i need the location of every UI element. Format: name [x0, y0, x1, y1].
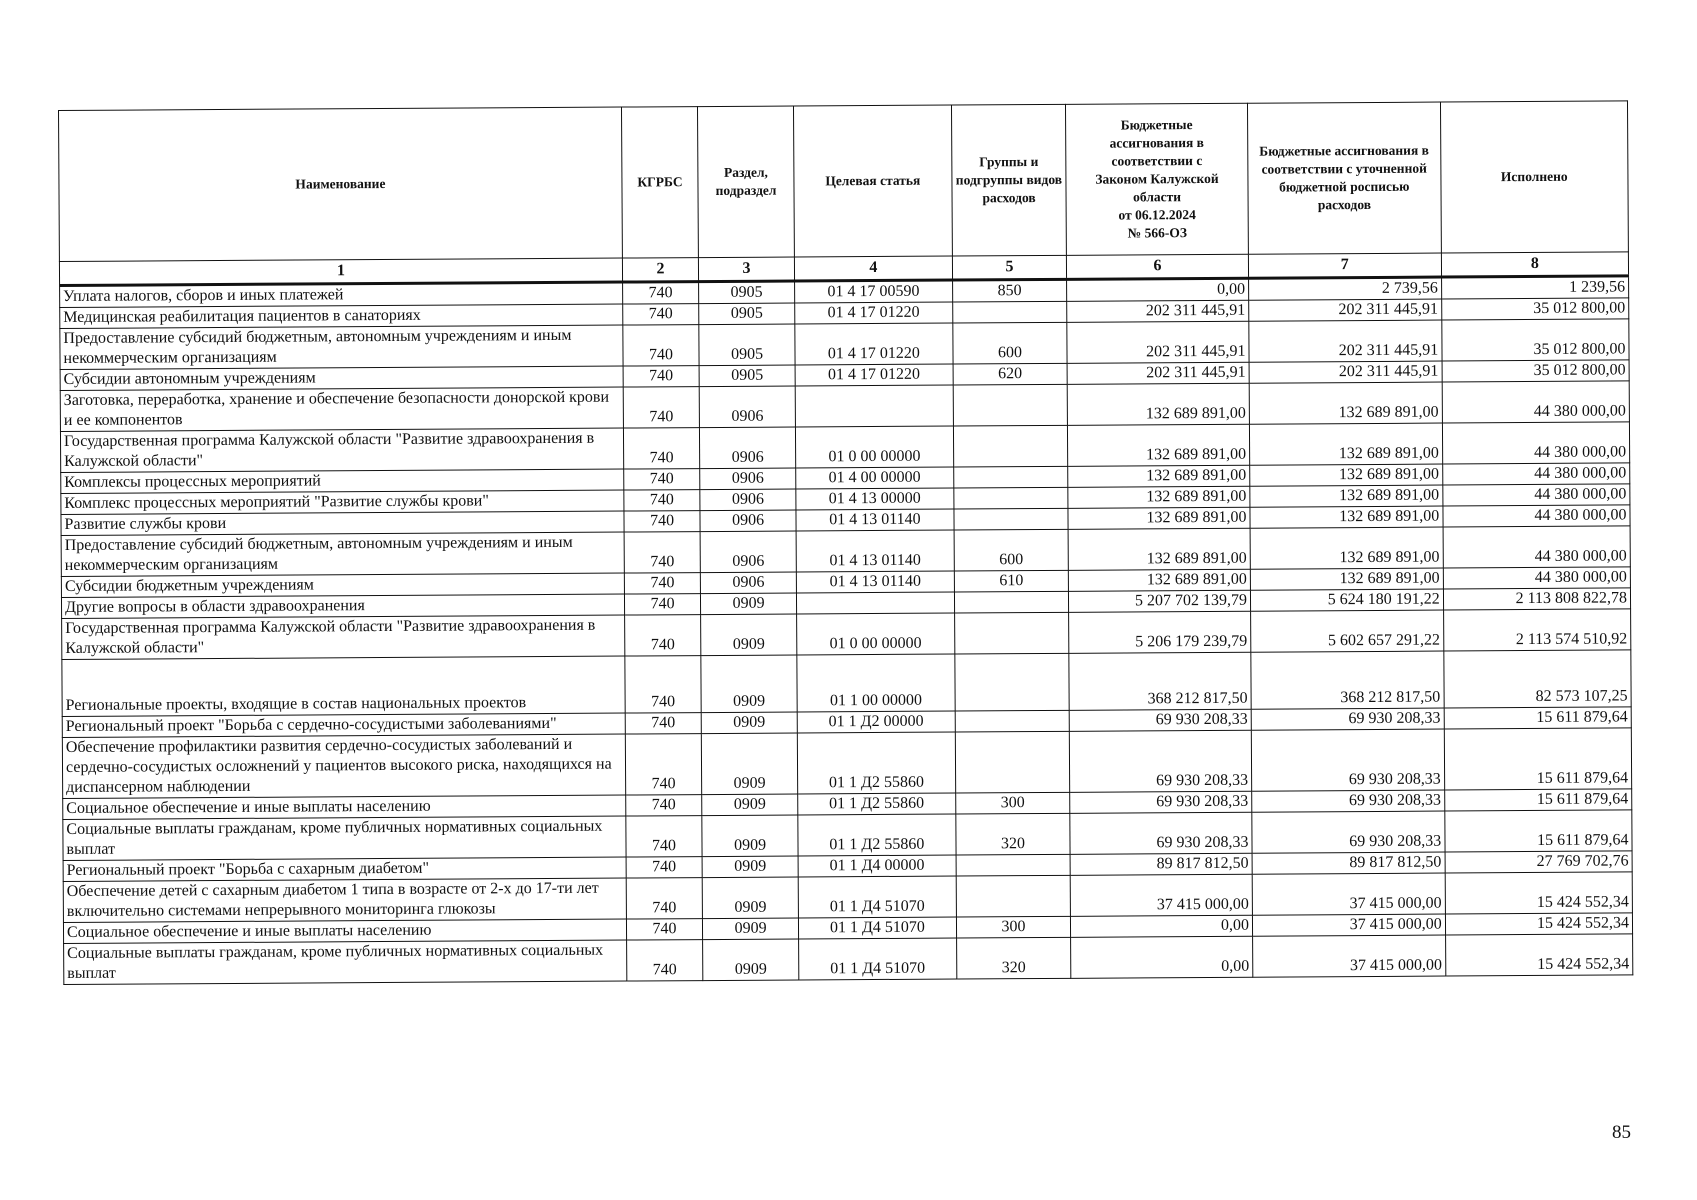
row-kgrbs: 740: [624, 469, 700, 490]
row-name: Комплексы процессных мероприятий: [61, 469, 624, 493]
row-name: Социальные выплаты гражданам, кроме публичных нормативных социальных выплат: [63, 816, 626, 860]
row-law-amount: 368 212 817,50: [1069, 652, 1251, 710]
column-number: 3: [699, 257, 795, 282]
row-target: 01 1 Д2 00000: [797, 711, 955, 733]
row-group: [956, 854, 1070, 876]
row-target: 01 4 00 00000: [796, 467, 954, 489]
row-refined-amount: 132 689 891,00: [1249, 382, 1442, 424]
row-group: 620: [953, 363, 1067, 385]
row-law-amount: 0,00: [1067, 278, 1249, 301]
row-law-amount: 202 311 445,91: [1067, 300, 1249, 322]
row-section: 0906: [700, 531, 796, 573]
row-target: 01 4 17 01220: [795, 364, 953, 386]
row-target: 01 1 Д4 51070: [798, 917, 956, 939]
row-section: 0909: [702, 877, 798, 919]
row-section: 0909: [701, 655, 797, 713]
row-section: 0909: [702, 856, 798, 878]
column-number: 6: [1067, 254, 1249, 279]
header-row: [59, 101, 1629, 262]
row-section: 0906: [699, 386, 795, 428]
row-section: 0909: [702, 815, 798, 857]
row-kgrbs: 740: [626, 919, 702, 940]
row-name: Субсидии бюджетным учреждениям: [61, 573, 624, 597]
row-law-amount: 132 689 891,00: [1068, 507, 1250, 529]
row-target: 01 1 Д4 00000: [798, 855, 956, 877]
row-kgrbs: 740: [624, 594, 700, 615]
row-refined-amount: 132 689 891,00: [1249, 423, 1442, 465]
row-kgrbs: 740: [622, 282, 698, 304]
table-body: [60, 276, 1633, 985]
row-name: Социальное обеспечение и иные выплаты населению: [63, 919, 626, 943]
row-kgrbs: 740: [625, 734, 702, 795]
row-group: 850: [952, 279, 1066, 302]
row-law-amount: 132 689 891,00: [1068, 569, 1250, 591]
header-law-line: ассигнования в: [1109, 135, 1205, 151]
row-name: Предоставление субсидий бюджетным, автономным учреждениям и иным некоммерческим организациям: [61, 532, 624, 576]
row-group: 320: [956, 937, 1071, 979]
row-executed-amount: 35 012 800,00: [1441, 298, 1628, 320]
row-group: [954, 487, 1068, 509]
row-kgrbs: 740: [624, 490, 700, 511]
row-kgrbs: 740: [624, 573, 700, 594]
row-target: 01 1 Д4 51070: [799, 938, 957, 980]
row-executed-amount: 44 380 000,00: [1443, 505, 1630, 527]
table-row: [62, 728, 1631, 799]
row-refined-amount: 37 415 000,00: [1252, 873, 1445, 915]
row-target: 01 4 17 01220: [795, 302, 953, 324]
row-kgrbs: 740: [623, 387, 699, 428]
row-law-amount: 69 930 208,33: [1070, 812, 1252, 854]
row-group: [954, 591, 1068, 613]
row-kgrbs: 740: [623, 325, 699, 366]
row-name: Региональные проекты, входящие в состав национальных проектов: [62, 656, 625, 716]
row-executed-amount: 44 380 000,00: [1442, 463, 1629, 485]
row-name: Социальное обеспечение и иные выплаты населению: [63, 795, 626, 819]
row-executed-amount: 44 380 000,00: [1442, 381, 1630, 423]
column-number: 2: [622, 258, 698, 282]
row-law-amount: 132 689 891,00: [1068, 465, 1250, 487]
row-section: 0906: [700, 489, 796, 511]
row-target: 01 4 13 01140: [796, 530, 954, 572]
row-kgrbs: 740: [626, 816, 702, 857]
row-refined-amount: 368 212 817,50: [1251, 651, 1444, 709]
row-law-amount: 0,00: [1071, 915, 1253, 937]
row-group: 300: [956, 916, 1070, 938]
row-section: 0909: [703, 939, 799, 981]
row-law-amount: 69 930 208,33: [1070, 791, 1252, 813]
row-target: 01 4 13 01140: [796, 571, 954, 593]
row-kgrbs: 740: [626, 857, 702, 878]
row-executed-amount: 35 012 800,00: [1442, 360, 1629, 382]
row-section: 0906: [700, 510, 796, 532]
row-refined-amount: 202 311 445,91: [1249, 320, 1442, 362]
column-number: 4: [794, 256, 952, 281]
row-executed-amount: 15 424 552,34: [1445, 913, 1632, 935]
row-target: 01 1 Д2 55860: [797, 732, 955, 794]
row-group: 300: [956, 792, 1070, 814]
row-group: [953, 384, 1068, 426]
row-law-amount: 132 689 891,00: [1068, 528, 1250, 570]
row-group: [955, 731, 1070, 793]
row-name: Комплекс процессных мероприятий "Развитие службы крови": [61, 490, 624, 514]
row-law-amount: 69 930 208,33: [1069, 730, 1251, 792]
row-name: Предоставление субсидий бюджетным, автономным учреждениям и иным некоммерческим организациям: [60, 325, 623, 369]
row-target: 01 1 Д2 55860: [798, 814, 956, 856]
row-law-amount: 5 206 179 239,79: [1069, 611, 1251, 653]
header-groups: Группы и подгруппы видов расходов: [951, 104, 1066, 256]
row-refined-amount: 69 930 208,33: [1252, 790, 1445, 812]
row-section: 0909: [703, 918, 799, 940]
row-section: 0909: [701, 733, 797, 795]
row-kgrbs: 740: [623, 428, 699, 469]
row-section: 0909: [702, 794, 798, 816]
row-target: [796, 592, 954, 614]
row-target: [795, 385, 953, 427]
header-section: Раздел, подраздел: [698, 106, 795, 258]
row-target: 01 0 00 00000: [795, 426, 953, 468]
row-group: 600: [954, 529, 1069, 571]
row-kgrbs: 740: [623, 304, 699, 325]
row-refined-amount: 89 817 812,50: [1252, 852, 1445, 874]
row-group: 320: [956, 813, 1071, 855]
header-law-line: Законом Калужской: [1095, 170, 1219, 187]
row-executed-amount: 15 611 879,64: [1444, 810, 1632, 852]
row-name: Субсидии автономным учреждениям: [60, 366, 623, 390]
row-group: 600: [953, 322, 1068, 364]
row-target: 01 1 00 00000: [797, 654, 955, 712]
row-target: 01 4 17 00590: [794, 280, 952, 303]
table-row: [62, 650, 1631, 717]
row-executed-amount: 27 769 702,76: [1445, 851, 1632, 873]
row-executed-amount: 44 380 000,00: [1442, 422, 1630, 464]
row-executed-amount: 15 611 879,64: [1444, 789, 1631, 811]
row-target: 01 4 13 00000: [796, 488, 954, 510]
row-group: [956, 875, 1071, 917]
row-section: 0909: [701, 712, 797, 734]
row-name: Государственная программа Калужской области "Развитие здравоохранения в Калужской области": [60, 428, 623, 472]
row-section: 0905: [699, 324, 795, 366]
row-name: Обеспечение детей с сахарным диабетом 1 типа в возрасте от 2-х до 17-ти лет включительно системами непрерывного мониторинга глюкозы: [63, 878, 626, 922]
row-name: Заготовка, переработка, хранение и обеспечение безопасности донорской крови и ее компонентов: [60, 387, 623, 431]
row-section: 0906: [700, 427, 796, 469]
row-name: Развитие службы крови: [61, 511, 624, 535]
row-refined-amount: 69 930 208,33: [1251, 708, 1444, 730]
column-number: 1: [59, 258, 622, 285]
row-target: 01 4 13 01140: [796, 509, 954, 531]
row-kgrbs: 740: [625, 615, 701, 656]
row-name: Обеспечение профилактики развития сердечно-сосудистых заболеваний и сердечно-сосудистых осложнений у пациентов высокого риска, находящихся на диспансерном наблюдении: [62, 734, 625, 798]
row-executed-amount: 15 424 552,34: [1445, 872, 1633, 914]
header-law-line: № 566-ОЗ: [1127, 225, 1188, 241]
row-executed-amount: 15 424 552,34: [1445, 934, 1633, 976]
row-section: 0909: [701, 614, 797, 656]
row-target: 01 1 Д4 51070: [798, 876, 956, 918]
header-kgrbs: КГРБС: [621, 107, 698, 258]
row-refined-amount: 2 739,56: [1249, 277, 1442, 300]
row-refined-amount: 132 689 891,00: [1250, 527, 1443, 569]
row-executed-amount: 1 239,56: [1441, 276, 1628, 299]
row-section: 0906: [700, 572, 796, 594]
row-target: 01 0 00 00000: [797, 613, 955, 655]
row-executed-amount: 15 611 879,64: [1444, 707, 1631, 729]
row-group: [955, 653, 1070, 711]
header-law-line: области: [1133, 189, 1182, 205]
row-group: 610: [954, 570, 1068, 592]
row-name: Уплата налогов, сборов и иных платежей: [60, 282, 623, 307]
row-refined-amount: 132 689 891,00: [1250, 506, 1443, 528]
row-name: Региональный проект "Борьба с сердечно-сосудистыми заболеваниями": [62, 713, 625, 737]
row-kgrbs: 740: [625, 713, 701, 734]
row-refined-amount: 5 624 180 191,22: [1250, 589, 1443, 611]
row-executed-amount: 44 380 000,00: [1443, 526, 1631, 568]
row-law-amount: 89 817 812,50: [1070, 853, 1252, 875]
header-target: Целевая статья: [793, 105, 952, 257]
row-section: 0905: [699, 281, 795, 304]
row-law-amount: 132 689 891,00: [1068, 424, 1250, 466]
header-law: [1066, 103, 1249, 255]
row-law-amount: 132 689 891,00: [1068, 486, 1250, 508]
row-group: [954, 466, 1068, 488]
row-refined-amount: 132 689 891,00: [1250, 568, 1443, 590]
row-refined-amount: 132 689 891,00: [1250, 464, 1443, 486]
row-law-amount: 37 415 000,00: [1070, 874, 1252, 916]
row-refined-amount: 132 689 891,00: [1250, 485, 1443, 507]
row-refined-amount: 202 311 445,91: [1249, 299, 1442, 321]
row-name: Другие вопросы в области здравоохранения: [61, 594, 624, 618]
row-refined-amount: 37 415 000,00: [1252, 914, 1445, 936]
row-name: Региональный проект "Борьба с сахарным диабетом": [63, 857, 626, 881]
row-refined-amount: 69 930 208,33: [1252, 811, 1445, 853]
row-group: [953, 425, 1068, 467]
row-refined-amount: 202 311 445,91: [1249, 361, 1442, 383]
row-law-amount: 5 207 702 139,79: [1069, 590, 1251, 612]
header-name: Наименование: [59, 107, 623, 261]
row-name: Государственная программа Калужской области "Развитие здравоохранения в Калужской области": [62, 615, 625, 659]
header-law-line: от 06.12.2024: [1118, 207, 1196, 223]
row-kgrbs: 740: [627, 940, 703, 981]
row-kgrbs: 740: [626, 795, 702, 816]
row-target: 01 4 17 01220: [795, 323, 953, 365]
row-section: 0909: [701, 593, 797, 615]
row-refined-amount: 37 415 000,00: [1253, 935, 1446, 977]
row-name: Социальные выплаты гражданам, кроме публичных нормативных социальных выплат: [64, 940, 627, 984]
row-executed-amount: 15 611 879,64: [1444, 728, 1632, 790]
row-executed-amount: 44 380 000,00: [1442, 484, 1629, 506]
row-kgrbs: 740: [626, 878, 702, 919]
row-executed-amount: 82 573 107,25: [1444, 650, 1632, 708]
row-kgrbs: 740: [624, 532, 700, 573]
column-number: 8: [1441, 252, 1628, 277]
row-group: [954, 612, 1069, 654]
row-kgrbs: 740: [623, 366, 699, 387]
row-law-amount: 202 311 445,91: [1067, 362, 1249, 384]
page-number: 85: [1612, 1122, 1631, 1143]
header-law-line: соответствии с: [1111, 153, 1203, 169]
row-name: Медицинская реабилитация пациентов в санаториях: [60, 304, 623, 328]
column-number: 5: [952, 255, 1066, 280]
row-law-amount: 0,00: [1071, 936, 1253, 978]
column-number: 7: [1248, 253, 1441, 278]
header-law-line: Бюджетные: [1120, 117, 1193, 133]
row-section: 0905: [699, 365, 795, 387]
row-law-amount: 202 311 445,91: [1067, 321, 1249, 363]
header-executed: Исполнено: [1440, 101, 1628, 253]
row-group: [955, 710, 1069, 732]
row-group: [954, 508, 1068, 530]
header-refined: Бюджетные ассигнования в соответствии с уточненной бюджетной росписью расходов: [1247, 102, 1441, 254]
row-executed-amount: 35 012 800,00: [1441, 319, 1629, 361]
row-target: 01 1 Д2 55860: [798, 793, 956, 815]
row-law-amount: 69 930 208,33: [1069, 709, 1251, 731]
row-refined-amount: 69 930 208,33: [1251, 729, 1444, 791]
row-section: 0906: [700, 468, 796, 490]
row-law-amount: 132 689 891,00: [1067, 383, 1249, 425]
row-refined-amount: 5 602 657 291,22: [1251, 610, 1444, 652]
row-kgrbs: 740: [625, 656, 702, 713]
row-executed-amount: 44 380 000,00: [1443, 567, 1630, 589]
row-group: [953, 301, 1067, 323]
row-kgrbs: 740: [624, 511, 700, 532]
row-section: 0905: [699, 303, 795, 325]
row-executed-amount: 2 113 808 822,78: [1443, 588, 1630, 610]
budget-table: [58, 100, 1633, 985]
row-executed-amount: 2 113 574 510,92: [1443, 609, 1631, 651]
